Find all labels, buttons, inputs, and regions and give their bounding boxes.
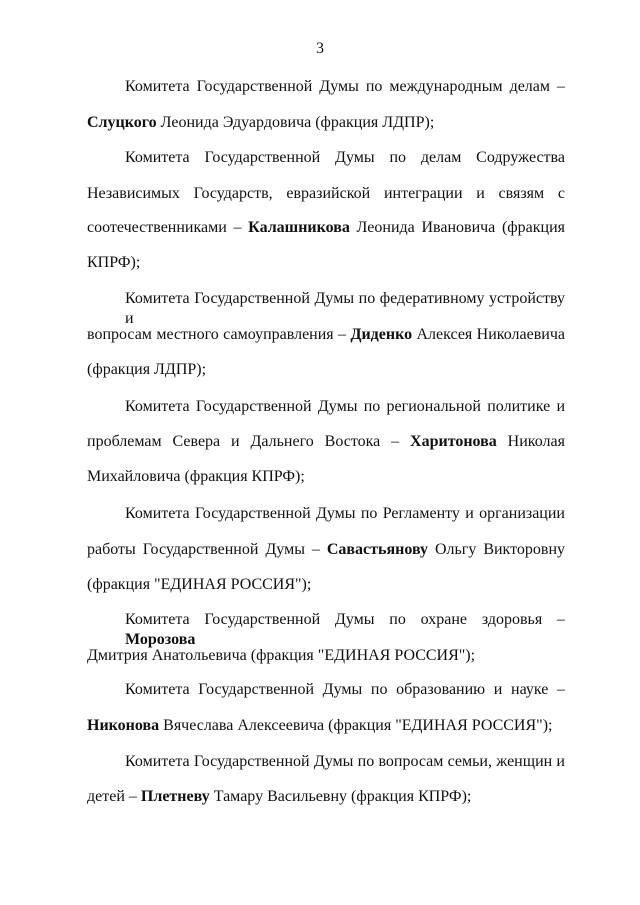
- text-line: [87, 575, 311, 595]
- text-segment: Комитета Государственной Думы по Регламенту и организации: [125, 505, 565, 522]
- text-segment: Николая: [496, 433, 565, 450]
- text-segment: (фракция "ЕДИНАЯ РОССИЯ");: [87, 576, 312, 593]
- person-name: Слуцкого: [87, 114, 157, 131]
- person-name: Никонова: [87, 717, 160, 734]
- text-line: [87, 253, 140, 273]
- text-line: [125, 289, 565, 329]
- text-segment: Вячеслава Алексеевича (фракция "ЕДИНАЯ РОССИЯ");: [159, 717, 553, 734]
- text-line: [87, 646, 475, 666]
- text-line: [87, 184, 565, 204]
- text-segment: Ольгу Викторовну: [428, 541, 566, 558]
- text-segment: соотечественниками –: [87, 219, 249, 236]
- text-line: [125, 752, 565, 772]
- text-segment: Комитета Государственной Думы по делам Содружества: [125, 149, 565, 166]
- text-line: [87, 432, 565, 452]
- text-line: [125, 148, 565, 168]
- person-name: Калашникова: [248, 219, 350, 236]
- text-segment: Алексея Николаевича: [412, 326, 565, 343]
- text-segment: Комитета Государственной Думы по международным делам –: [125, 78, 565, 95]
- text-segment: Леонида Эдуардовича (фракция ЛДПР);: [156, 114, 435, 131]
- text-segment: проблемам Севера и Дальнего Востока –: [87, 433, 411, 450]
- text-segment: Комитета Государственной Думы по региональной политике и: [125, 398, 565, 415]
- text-line: [87, 113, 434, 133]
- text-segment: работы Государственной Думы –: [87, 541, 327, 558]
- text-line: [87, 467, 305, 487]
- text-segment: (фракция ЛДПР);: [87, 361, 207, 378]
- text-line: [87, 716, 552, 736]
- text-line: [87, 540, 565, 560]
- text-line: [125, 610, 565, 650]
- text-segment: вопросам местного самоуправления –: [87, 326, 351, 343]
- text-segment: Михайловича (фракция КПРФ);: [87, 468, 305, 485]
- text-line: [87, 787, 471, 807]
- text-segment: Леонида Ивановича (фракция: [349, 219, 566, 236]
- text-segment: Тамару Васильевну (фракция КПРФ);: [209, 788, 472, 805]
- person-name: Диденко: [350, 326, 413, 343]
- text-segment: Комитета Государственной Думы по охране здоровья –: [125, 611, 565, 628]
- text-segment: Комитета Государственной Думы по вопросам семьи, женщин и: [125, 753, 565, 770]
- text-segment: Комитета Государственной Думы по образованию и науке –: [125, 681, 565, 698]
- text-line: [125, 504, 565, 524]
- text-line: [125, 680, 565, 700]
- text-segment: детей –: [87, 788, 141, 805]
- text-line: [87, 360, 206, 380]
- text-line: [125, 397, 565, 417]
- text-segment: КПРФ);: [87, 254, 141, 271]
- text-line: [125, 77, 565, 97]
- person-name: Плетневу: [140, 788, 210, 805]
- text-segment: Дмитрия Анатольевича (фракция "ЕДИНАЯ РОССИЯ");: [87, 647, 476, 664]
- person-name: Савастьянову: [326, 541, 429, 558]
- person-name: Харитонова: [410, 433, 497, 450]
- text-line: [87, 325, 565, 345]
- text-segment: Независимых Государств, евразийской интеграции и связям с: [87, 185, 565, 202]
- text-line: [87, 218, 565, 238]
- person-name: Морозова: [125, 631, 196, 648]
- text-segment: Комитета Государственной Думы по федеративному устройству и: [125, 290, 565, 327]
- page-number: 3: [316, 40, 324, 57]
